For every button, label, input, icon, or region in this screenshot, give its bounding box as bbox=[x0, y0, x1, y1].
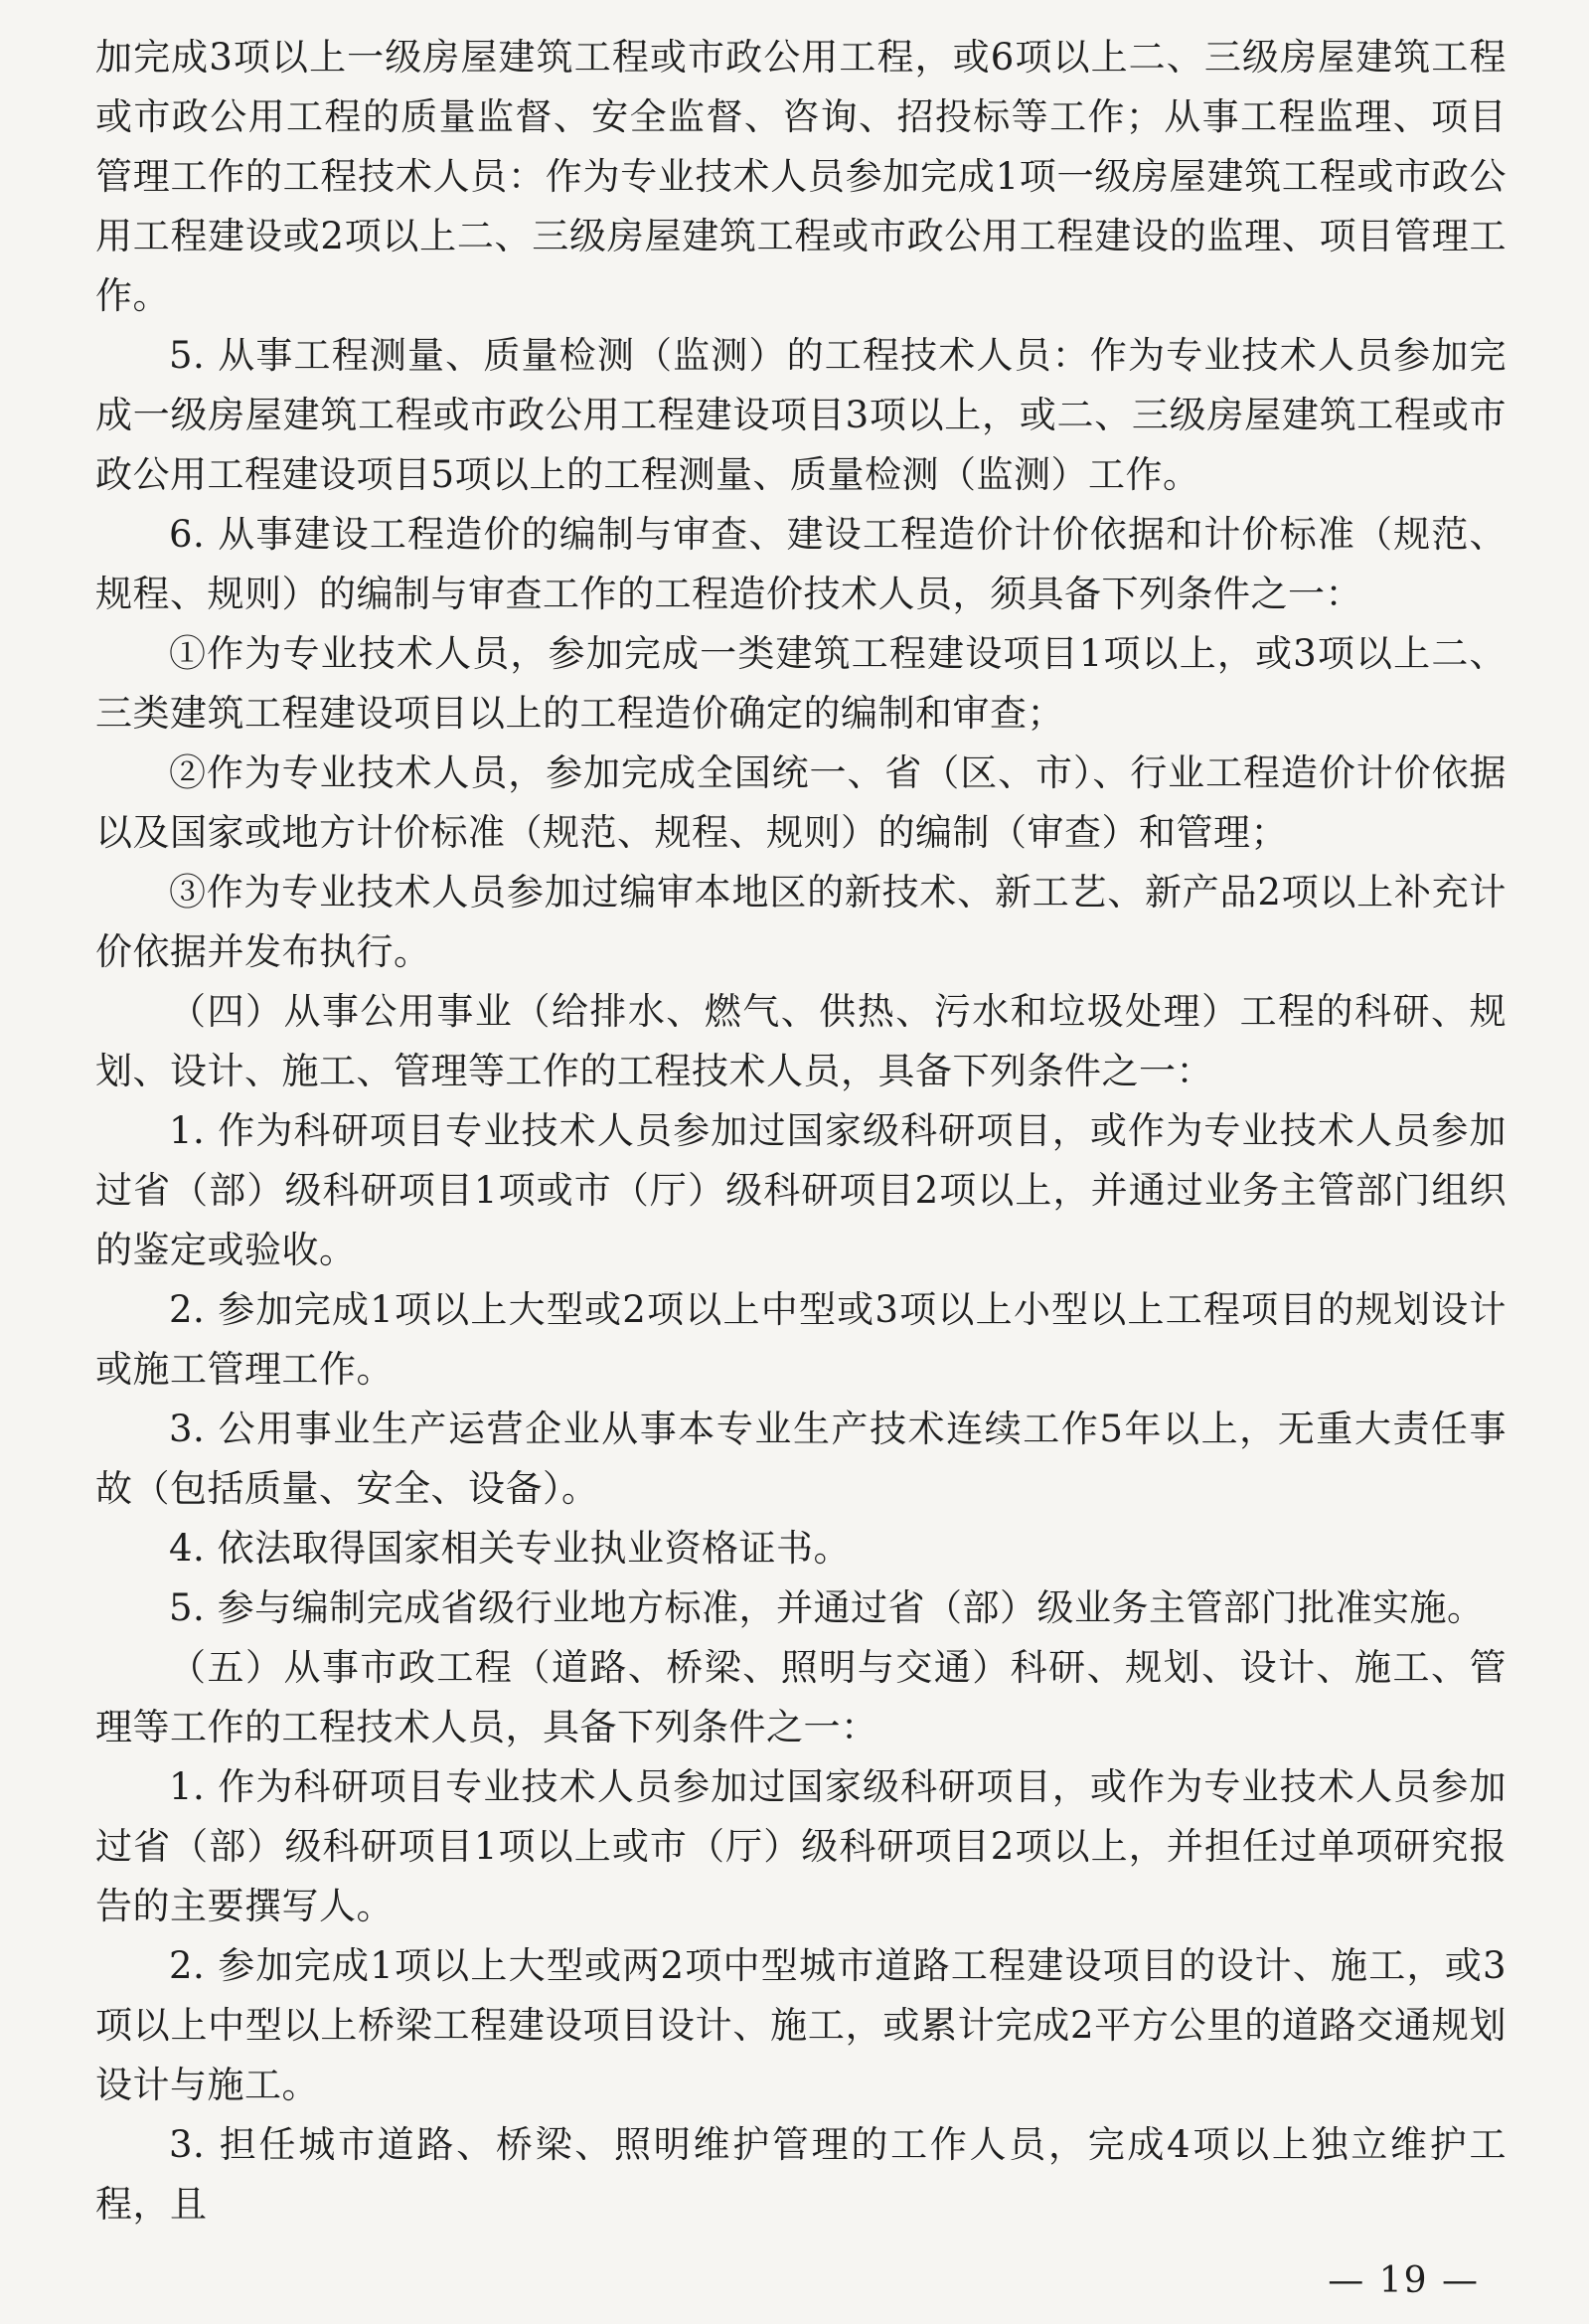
paragraph: 1. 作为科研项目专业技术人员参加过国家级科研项目，或作为专业技术人员参加过省（部）级科研项目1项或市（厅）级科研项目2项以上，并通过业务主管部门组织的鉴定或验收。 bbox=[95, 1109, 1507, 1271]
paragraph: 4. 依法取得国家相关专业执业资格证书。 bbox=[169, 1527, 852, 1570]
paragraph: 6. 从事建设工程造价的编制与审查、建设工程造价计价依据和计价标准（规范、规程、规则）的编制与审查工作的工程造价技术人员，须具备下列条件之一： bbox=[95, 513, 1507, 615]
paragraph: 2. 参加完成1项以上大型或两2项中型城市道路工程建设项目的设计、施工，或3项以上中型以上桥梁工程建设项目设计、施工，或累计完成2平方公里的道路交通规划设计与施工。 bbox=[95, 1944, 1507, 2106]
paragraph: 5. 参与编制完成省级行业地方标准，并通过省（部）级业务主管部门批准实施。 bbox=[169, 1586, 1485, 1629]
document-page bbox=[95, 28, 1507, 2235]
paragraph: ③作为专业技术人员参加过编审本地区的新技术、新工艺、新产品2项以上补充计价依据并发布执行。 bbox=[95, 871, 1507, 973]
paragraph: 3. 公用事业生产运营企业从事本专业生产技术连续工作5年以上，无重大责任事故（包括质量、安全、设备）。 bbox=[95, 1408, 1507, 1510]
paragraph: 加完成3项以上一级房屋建筑工程或市政公用工程，或6项以上二、三级房屋建筑工程或市政公用工程的质量监督、安全监督、咨询、招投标等工作；从事工程监理、项目管理工作的工程技术人员：作为专业技术人员参加完成1项一级房屋建筑工程或市政公用工程建设或2项以上二、三级房屋建筑工程或市政公用工程建设的监理、项目管理工作。 bbox=[95, 36, 1507, 317]
section-heading-paragraph: （四）从事公用事业（给排水、燃气、供热、污水和垃圾处理）工程的科研、规划、设计、施工、管理等工作的工程技术人员，具备下列条件之一： bbox=[95, 990, 1507, 1092]
paragraph: 1. 作为科研项目专业技术人员参加过国家级科研项目，或作为专业技术人员参加过省（部）级科研项目1项以上或市（厅）级科研项目2项以上，并担任过单项研究报告的主要撰写人。 bbox=[95, 1765, 1507, 1927]
section-heading-paragraph: （五）从事市政工程（道路、桥梁、照明与交通）科研、规划、设计、施工、管理等工作的工程技术人员，具备下列条件之一： bbox=[95, 1646, 1507, 1748]
paragraph: ②作为专业技术人员，参加完成全国统一、省（区、市）、行业工程造价计价依据以及国家或地方计价标准（规范、规程、规则）的编制（审查）和管理； bbox=[95, 751, 1507, 854]
paragraph: 2. 参加完成1项以上大型或2项以上中型或3项以上小型以上工程项目的规划设计或施工管理工作。 bbox=[95, 1288, 1507, 1391]
page-number: — 19 — bbox=[1328, 2260, 1480, 2301]
paragraph: 3. 担任城市道路、桥梁、照明维护管理的工作人员，完成4项以上独立维护工程，且 bbox=[95, 2123, 1507, 2226]
paragraph: 5. 从事工程测量、质量检测（监测）的工程技术人员：作为专业技术人员参加完成一级房屋建筑工程或市政公用工程建设项目3项以上，或二、三级房屋建筑工程或市政公用工程建设项目5项以上的工程测量、质量检测（监测）工作。 bbox=[95, 334, 1507, 496]
paragraph: ①作为专业技术人员，参加完成一类建筑工程建设项目1项以上，或3项以上二、三类建筑工程建设项目以上的工程造价确定的编制和审查； bbox=[95, 632, 1507, 735]
